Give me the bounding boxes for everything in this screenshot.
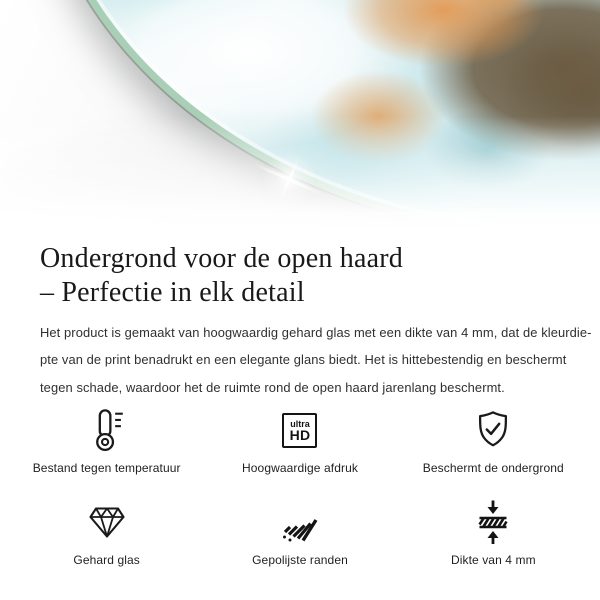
features-grid	[10, 407, 590, 567]
ultra-hd-text-bottom: HD	[289, 426, 311, 443]
polished-edges-icon	[279, 499, 321, 545]
page-title-line1: Ondergrond voor de open haard	[40, 243, 403, 274]
feature-item-thickness	[397, 499, 590, 567]
feature-item-protection	[397, 407, 590, 475]
product-description	[40, 319, 592, 401]
diamond-icon	[87, 499, 127, 545]
feature-label: Hoogwaardige afdruk	[242, 461, 358, 476]
feature-item-polished-edges	[203, 499, 396, 567]
page-title	[40, 242, 560, 310]
ultra-hd-icon	[282, 407, 317, 453]
shield-check-icon	[473, 407, 513, 453]
feature-label: Gehard glas	[73, 553, 140, 568]
thickness-icon	[475, 499, 511, 545]
page-title-line2: – Perfectie in elk detail	[40, 277, 305, 308]
feature-label: Bestand tegen temperatuur	[32, 461, 181, 476]
feature-label: Beschermt de ondergrond	[422, 461, 564, 476]
feature-label: Gepolijste randen	[252, 553, 348, 568]
ultra-hd-text-top: ultra	[290, 418, 310, 429]
product-image	[0, 0, 600, 232]
description-line: tegen schade, waardoor het de ruimte rond de open haard jarenlang beschermt.	[40, 379, 505, 395]
description-line: pte van de print benadrukt en een elegante glans biedt. Het is hittebestendig en beschermt	[40, 352, 567, 368]
feature-item-temperature	[10, 407, 203, 475]
description-line: Het product is gemaakt van hoogwaardig gehard glas met een dikte van 4 mm, dat de kleurdie-	[40, 325, 592, 340]
feature-label: Dikte van 4 mm	[450, 553, 536, 568]
feature-item-tempered-glass	[10, 499, 203, 567]
thermometer-icon	[85, 407, 129, 453]
feature-item-print-quality	[203, 407, 396, 475]
